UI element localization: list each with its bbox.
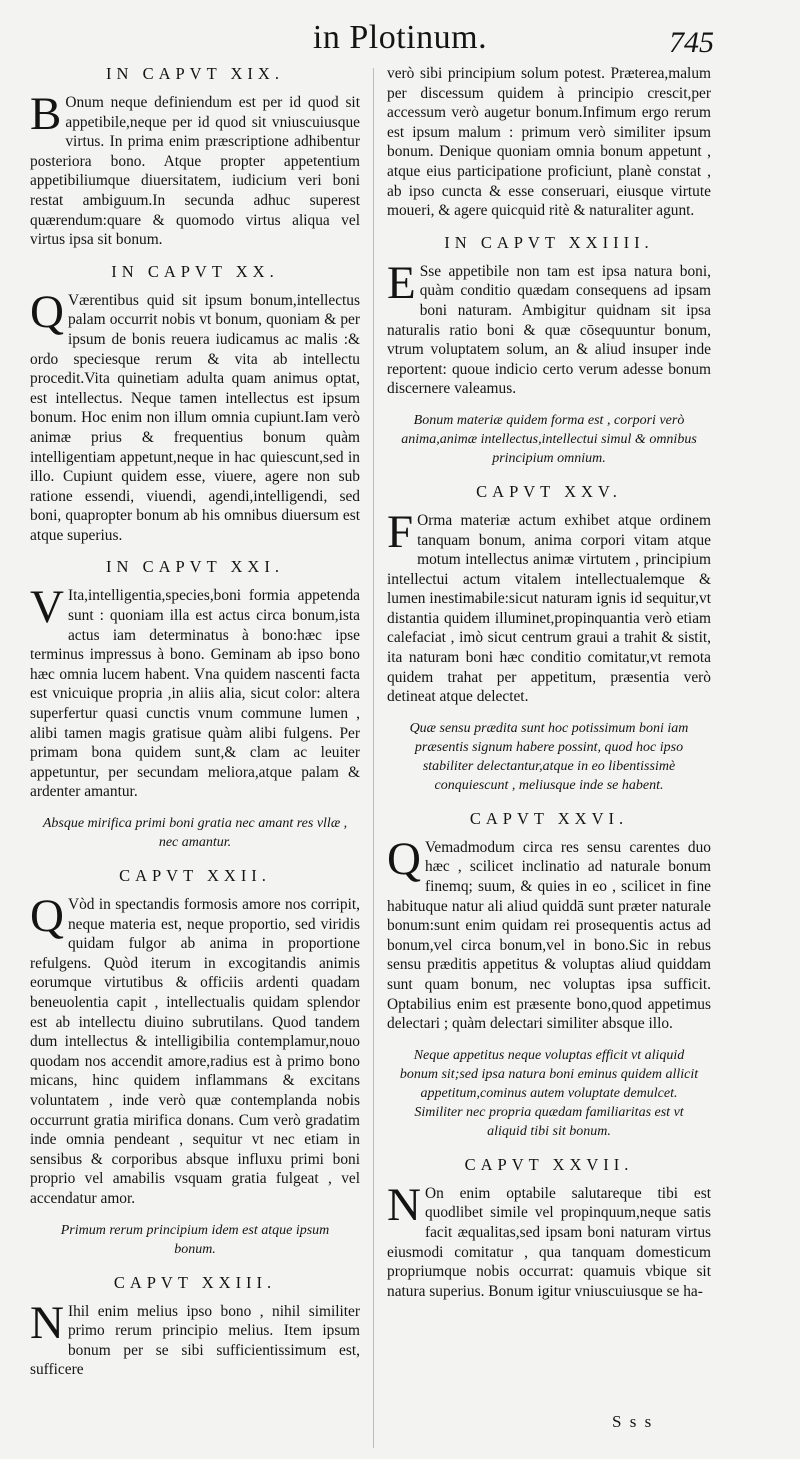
right-column	[387, 64, 711, 1313]
chapter-body: Ita,intelligentia,species,boni formia appetenda sunt : quoniam illa est actus circa bonum,ista actus iam determinatus à bono:hæc ipse terminus impressus à bono. Geminam ab ipso bono hæc omnia lucem habent. Vna quidem nascenti facta est vnicuique propria ,in aliis alia, sicut color: altera superfertur quasi cunctis vnum commune lumen , alibi tamen magis gratisue quàm alibi fulgens. Per primam bona quidem sunt,& clam ac leuiter appetuntur, per secundam meliora,atque palam & ardenter amantur.	[30, 587, 360, 801]
drop-initial: Q	[30, 890, 64, 942]
chapter-section	[387, 64, 711, 221]
chapter-heading: CAPVT XXVII.	[464, 1154, 634, 1174]
drop-initial: B	[30, 88, 62, 140]
chapter-text	[30, 88, 360, 250]
chapter-heading: CAPVT XXII.	[119, 866, 271, 885]
chapter-text	[387, 64, 711, 221]
chapter-text	[387, 832, 711, 1034]
chapter-text	[30, 581, 360, 802]
chapter-heading: IN CAPVT XIX.	[106, 64, 284, 83]
chapter-text	[30, 890, 360, 1209]
drop-initial: N	[30, 1296, 64, 1349]
chapter-section	[30, 1273, 360, 1380]
chapter-body: verò sibi principium solum potest. Præterea,malum per discessum quidem à principio crescit,per accessum verò augetur bonum.Infimum ergo rerum est ipsum malum : primum verò similiter ipsum bonum. Denique quoniam omnia bonum appetunt , atque eius participatione proficiunt, planè constat , ab ipso cuncta & esse conseruari, eiusque virtute moueri, & agere quicquid ritè & naturaliter agunt.	[387, 65, 711, 220]
italic-summary: Neque appetitus neque voluptas efficit vt aliquid bonum sit;sed ipsa natura boni eminus quidem allicit appetitum,cominus autem voluptate demulcet. Similiter nec propria quædam familiaritas est vt aliquid tibi sit bonum.	[399, 1047, 699, 1139]
catchword: S s s	[612, 1412, 654, 1431]
chapter-body: Orma materiæ actum exhibet atque ordinem tanquam bonum, anima corpori vitam atque motum intellectus animæ virtutem , principium intellectui actum vitalem intellectualemque & lumen inestimabile:sicut naturam ignis id sequitur,vt distantia quidem illuminet,propinquantia verò etiam calefaciat , imò sicut centrum graui a trahit & sistit, ita naturam boni hæc conditio comitatur,vt remota quidem trahat per appetitum, præsentia verò detineat atque delectet.	[387, 511, 711, 706]
chapter-text	[30, 1296, 360, 1380]
drop-initial: F	[387, 505, 414, 558]
chapter-heading: CAPVT XXVI.	[469, 808, 629, 828]
chapter-body: Sse appetibile non tam est ipsa natura boni, quàm conditio quædam consequens ad ipsam boni naturam. Ambigitur quidnam sit ipsa naturalis ratio boni & quæ cōsequuntur bonum, vtrum voluptatem solum, an & aliud insuper inde reportent: quoue indicio certo verum adesse bonum discernere valeamus.	[387, 262, 711, 398]
chapter-body: Onum neque definiendum est per id quod sit appetibile,neque per id quod sit vniuscuiusque virtus. In prima enim præscriptione adhibentur posteriora bono. Atque propter appetentium appetibiliumque diuersitatem, iudicium veri boni restat ambiguum.In secunda adhuc superest quærendum:quare & quomodo virtus aliqua vel virtus ipsa sit bonum.	[30, 94, 360, 249]
italic-summary: Absque mirifica primi boni gratia nec amant res vllæ , nec amantur.	[42, 816, 348, 850]
chapter-text	[387, 1178, 711, 1302]
chapter-body: Vòd in spectandis formosis amore nos corripit, neque materia est, neque proportio, sed viridis quidam fulgor ab anima in proportione refulgens. Quòd iterum in excogitandis animis eorumque virtutibus & officiis ardenti quadam beneuolentia capit , intellectualis quidam splendor est ab intellectu diuino subrutilans. Quod tandem dum intellectus & intelligibilia contemplamur,nouo quodam nos accendit amore,radius est à primo bono micans, hinc quidem inflammans & excitans voluntatem , inde verò quæ contemplanda nobis occurrunt gratia mirifica donans. Cum verò gradatim inde omnia pendeant , sequitur vt nec etiam in sensibus & corporibus absque influxu primi boni proprio vel amabilis vsquam gratia fulgeat , vel accendatur amor.	[30, 896, 360, 1207]
drop-initial: V	[30, 581, 64, 634]
drop-initial: Q	[387, 832, 421, 885]
chapter-section	[387, 482, 711, 795]
chapter-text	[387, 256, 711, 399]
chapter-heading: IN CAPVT XX.	[111, 261, 279, 281]
page-number: 745	[669, 26, 714, 59]
chapter-heading: CAPVT XXV.	[476, 481, 622, 501]
running-title: in Plotinum.	[312, 19, 488, 56]
chapter-heading: CAPVT XXIII.	[113, 1272, 277, 1292]
left-column	[30, 64, 360, 1392]
drop-initial: Q	[30, 285, 64, 338]
chapter-heading: IN CAPVT XXIIII.	[444, 232, 654, 252]
drop-initial: E	[387, 256, 416, 309]
chapter-text	[30, 285, 360, 546]
drop-initial: N	[387, 1178, 421, 1231]
chapter-section	[387, 1155, 711, 1302]
chapter-section	[30, 64, 360, 250]
italic-summary: Primum rerum principium idem est atque ipsum bonum.	[60, 1222, 330, 1257]
chapter-section	[30, 866, 360, 1259]
chapter-section	[30, 262, 360, 546]
chapter-heading: IN CAPVT XXI.	[106, 557, 284, 577]
chapter-section	[387, 809, 711, 1141]
chapter-section	[387, 233, 711, 468]
chapter-body: Ihil enim melius ipso bono , nihil similiter primo rerum principio melius. Item ipsum bonum per se sibi sufficientissimum est, sufficere	[30, 1302, 360, 1379]
chapter-body: Vemadmodum circa res sensu carentes duo hæc , scilicet inclinatio ad naturale bonum finemq; suum, & quies in eo , scilicet in fine habituque natur ali aliud quiddā sunt præter naturale bonum:sunt enim quidam rei prosequentis actus ad bonum,vel circa bonum,vel in bono.Sic in rebus sensu præditis appetitus & voluptas aliud quiddam sunt quam bonum, nec voluptas ipsa sufficit. Optabilius enim est præsente bono,quod appetimus delectari ; quàm delectari similiter absque illo.	[387, 838, 711, 1033]
chapter-body: Værentibus quid sit ipsum bonum,intellectus palam occurrit nobis vt bonum, quoniam & per ipsum de bonis reuera iudicamus ac malis :& ordo speciesque rerum & vita ab intellectu procedit.Vita quinetiam adulta quam animus optat, est intellectus. Neque tamen intellectus est ipsum bonum. Hoc enim non illum omnia cupiunt.Iam verò animæ prius & frequentius bonum quàm intelligentiam appetunt,neque in hac quiescunt,sed in illo. Cupiunt quidem esse, viuere, agere non sub ratione essendi, viuendi, agendi,intelligendi, sed boni, quapropter bonum ab his omnibus diuersum est atque superius.	[30, 291, 360, 544]
chapter-section	[30, 557, 360, 852]
chapter-text	[387, 505, 711, 707]
chapter-body: On enim optabile salutareque tibi est quodlibet simile vel propinquum,neque satis facit æqualitas,sed ipsam boni naturam virtus eiusmodi comitatur , qua tanquam domesticum propriumque nobis occurrat: quamuis vbique sit natura superius. Bonum igitur vniuscuiusque se ha-	[387, 1184, 711, 1300]
column-gutter	[373, 68, 374, 1448]
italic-summary: Bonum materiæ quidem forma est , corpori verò anima,animæ intellectus,intellectui simul & omnibus principium omnium.	[401, 412, 697, 466]
italic-summary: Quæ sensu prædita sunt hoc potissimum boni iam præsentis signum habere possint, quod hoc ipso stabiliter delectantur,atque in eo libentissimè conquiescunt , meliusque inde se habent.	[409, 720, 689, 793]
